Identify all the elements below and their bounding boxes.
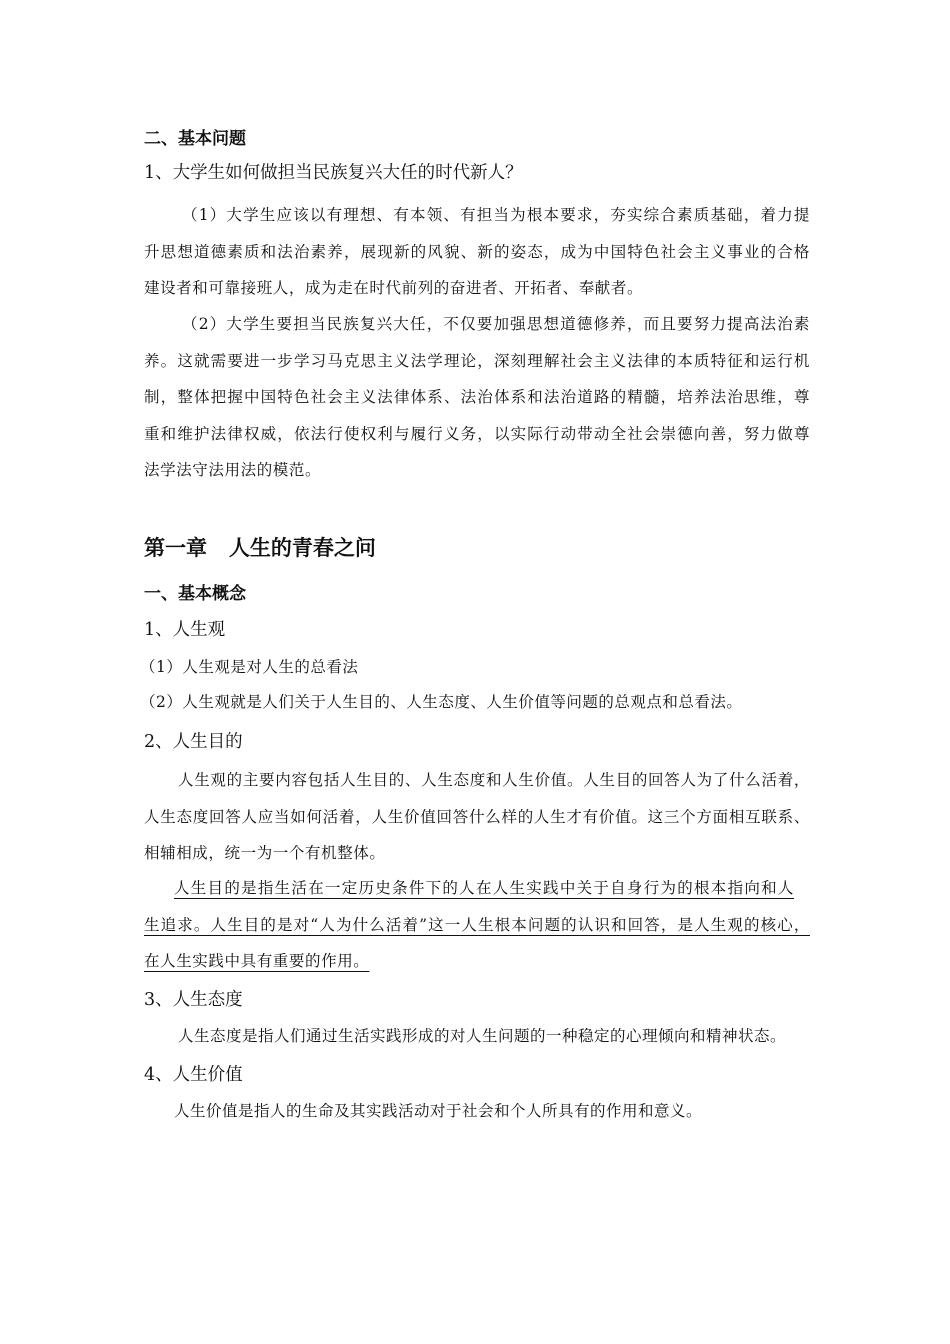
concept-3-paragraph: 人生态度是指人们通过生活实践形成的对人生问题的一种稳定的心理倾向和精神状态。 xyxy=(178,1027,787,1045)
paragraph-line: 制，整体把握中国特色社会主义法律体系、法治体系和法治道路的精髓，培养法治思维，尊 xyxy=(144,388,810,406)
paragraph-line: 升思想道德素质和法治素养，展现新的风貌、新的姿态，成为中国特色社会主义事业的合格 xyxy=(144,242,810,261)
question-1-paragraph-2 xyxy=(144,306,810,489)
paragraph-line: （2）大学生要担当民族复兴大任，不仅要加强思想道德修养，而且要努力提高法治素 xyxy=(182,315,810,333)
paragraph-line: 人生目的是指生活在一定历史条件下的人在人生实践中关于自身行为的根本指向和人 xyxy=(174,879,794,897)
basic-concepts-heading: 一、基本概念 xyxy=(144,584,246,604)
concept-2-paragraph-2 xyxy=(144,870,810,980)
paragraph-line xyxy=(144,943,810,980)
paragraph-line: 养。这就需要进一步学习马克思主义法学理论，深刻理解社会主义法律的本质特征和运行机 xyxy=(144,351,810,370)
paragraph-line: 人生态度回答人应当如何活着，人生价值回答什么样的人生才有价值。这三个方面相互联系、 xyxy=(144,807,810,826)
paragraph-line: 人生观的主要内容包括人生目的、人生态度和人生价值。人生目的回答人为了什么活着， xyxy=(178,771,810,789)
paragraph-line: 生追求。人生目的是对“人为什么活着”这一人生根本问题的认识和回答，是人生观的核心， xyxy=(144,915,810,934)
concept-3-title: 3、人生态度 xyxy=(144,990,243,1010)
paragraph-line: 重和维护法律权威，依法行使权利与履行义务，以实际行动带动全社会崇德向善，努力做尊 xyxy=(144,424,810,443)
concept-2-paragraph-1 xyxy=(144,762,810,872)
paragraph-line: （1）大学生应该以有理想、有本领、有担当为根本要求，夯实综合素质基础，着力提 xyxy=(182,206,810,224)
question-1-title: 1、大学生如何做担当民族复兴大任的时代新人？ xyxy=(144,163,523,183)
concept-1-title: 1、人生观 xyxy=(144,620,226,640)
paragraph-line: 法学法守法用法的模范。 xyxy=(144,461,322,479)
concept-1-item-2: （2）人生观就是人们关于人生目的、人生态度、人生价值等问题的总观点和总看法。 xyxy=(140,693,743,711)
question-1-paragraph-1 xyxy=(144,197,810,307)
concept-2-title: 2、人生目的 xyxy=(144,732,243,752)
paragraph-line: 相辅相成，统一为一个有机整体。 xyxy=(144,844,386,862)
concept-4-paragraph: 人生价值是指人的生命及其实践活动对于社会和个人所具有的作用和意义。 xyxy=(174,1102,703,1120)
paragraph-line: 建设者和可靠接班人，成为走在时代前列的奋进者、开拓者、奉献者。 xyxy=(144,279,644,297)
chapter-1-title: 第一章 人生的青春之问 xyxy=(144,536,376,560)
concept-4-title: 4、人生价值 xyxy=(144,1065,243,1085)
underlined-text: 在人生实践中具有重要的作用。 xyxy=(144,952,370,970)
concept-1-item-1: （1）人生观是对人生的总看法 xyxy=(140,658,359,676)
basic-questions-heading: 二、基本问题 xyxy=(144,129,246,149)
